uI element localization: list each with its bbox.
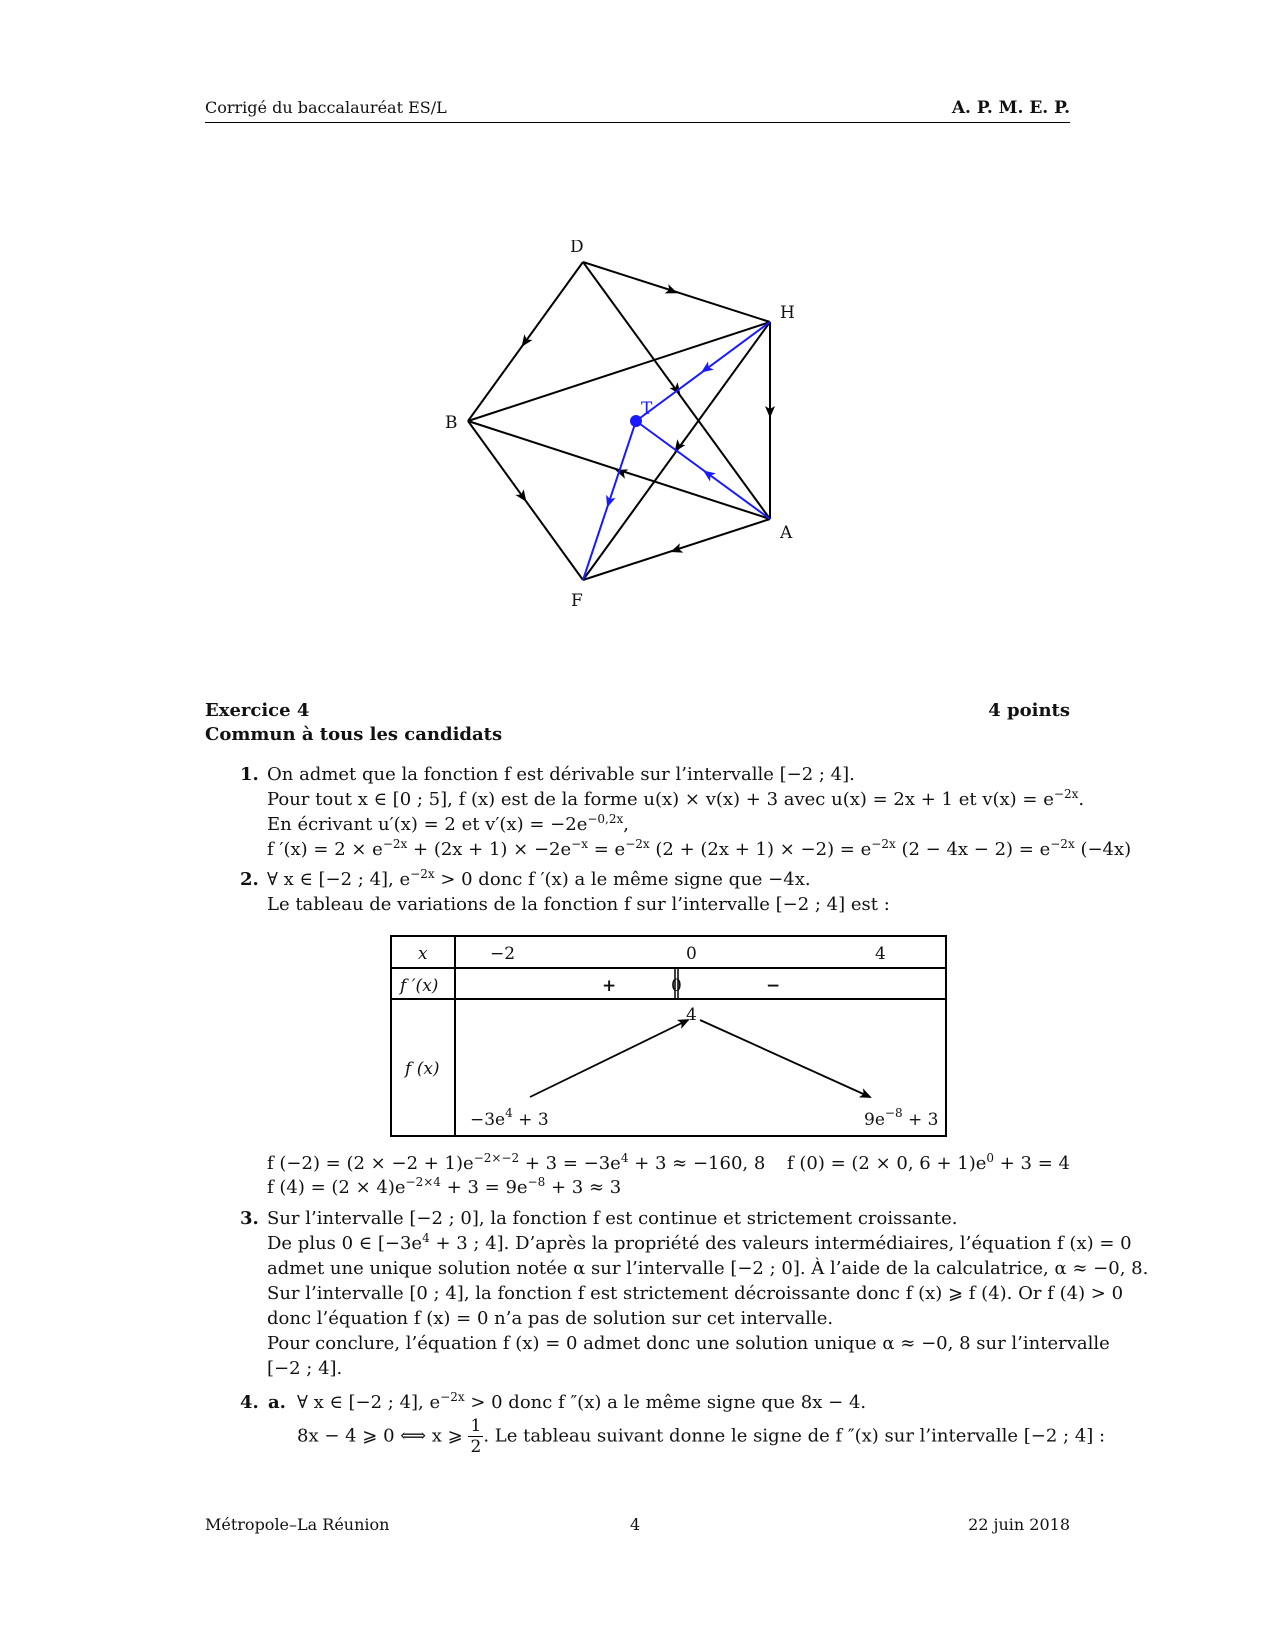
row-fprime-label: f ′(x)	[400, 976, 439, 996]
label-D: D	[570, 240, 584, 257]
label-F: F	[571, 591, 583, 611]
edge-H-B	[468, 322, 770, 421]
oriented-graph	[440, 240, 840, 620]
row-f-label: f (x)	[405, 1059, 440, 1079]
q2-calc-f-0: f (0) = (2 × 0, $6 + 1)e^0 + 3 = 4$	[786, 1151, 1070, 1174]
q4a-line1: ∀ x ∈ [−2 ; 4], $e^{-2x} > 0$ donc f ″(x) a le même signe que 8x − 4.	[297, 1390, 867, 1413]
q3-line5: donc l’équation f (x) = 0 n’a pas de solution sur cet intervalle.	[267, 1308, 834, 1329]
f-left-value: $-3e^4 + 3$	[470, 1106, 549, 1130]
variation-table	[390, 935, 950, 1140]
footer-page-number: 4	[630, 1515, 641, 1534]
arrow-increasing	[530, 1020, 688, 1097]
edge-D-B	[468, 262, 583, 421]
label-T: T	[641, 399, 653, 419]
q1-line4: f $'(x) = 2 \times e^{-2x} + (2x + 1) \times -2e^{-x} = e^{-2x}$ $(2 + (2x + 1) \times -2) = e^{-2x}$ $(2 - 4x - 2) = e^{-2x}$ (−4x)	[267, 837, 1132, 860]
q2-calc-f-minus2: f $(-2) = (2 \times -2 + 1)e^{-2\times-2} + 3 = -3e^4 + 3 \approx -160$, 8	[267, 1151, 766, 1174]
page-header	[205, 98, 1070, 123]
header-org: A. P. M. E. P.	[951, 98, 1070, 118]
x-value-mid: 0	[686, 944, 697, 964]
q3-number: 3.	[240, 1208, 259, 1229]
exercise-points: 4 points	[988, 700, 1070, 721]
x-value-left: −2	[490, 944, 516, 964]
q1-line3: En écrivant u′(x) = 2 et $v'(x) = -2e^{-0,2x}$,	[267, 812, 629, 835]
x-value-right: 4	[875, 944, 886, 964]
edge-D-H	[583, 262, 770, 322]
edge-A-F	[583, 519, 770, 580]
q1-line1: On admet que la fonction f est dérivable sur l’intervalle [−2 ; 4].	[267, 764, 855, 785]
q1-line2: Pour tout x ∈ [0 ; 5], f (x) est de la forme u(x) × v(x) + 3 avec u(x) = 2x + 1 et $v(x) = e^{-2x}$.	[267, 787, 1085, 810]
label-A: A	[780, 523, 793, 543]
q3-line7: [−2 ; 4].	[267, 1358, 343, 1379]
q3-line1: Sur l’intervalle [−2 ; 0], la fonction f est continue et strictement croissante.	[267, 1208, 958, 1229]
edge-B-F	[468, 421, 583, 580]
path-H-T	[636, 322, 770, 421]
q2-line2: Le tableau de variations de la fonction f sur l’intervalle [−2 ; 4] est :	[267, 894, 890, 915]
footer-location: Métropole–La Réunion	[205, 1515, 390, 1534]
sign-minus: −	[766, 976, 781, 996]
sign-plus: +	[602, 976, 617, 996]
q3-line6: Pour conclure, l’équation f (x) = 0 admet donc une solution unique α ≈ −0, 8 sur l’intervalle	[267, 1333, 1110, 1354]
q4a-line2: 8x − 4 ⩾ 0 ⟺ x ⩾ $\frac{1}{2}$ . Le tableau suivant donne le signe de f ″(x) sur l’intervalle [−2 ; 4] :	[297, 1416, 1106, 1457]
row-x-label: x	[418, 944, 428, 964]
q2-line1: ∀ x ∈ [−2 ; 4], $e^{-2x} > 0$ donc f ′(x) a le même signe que −4x.	[267, 867, 811, 890]
path-A-T	[636, 421, 770, 519]
footer-date: 22 juin 2018	[968, 1515, 1070, 1534]
f-max-value: 4	[686, 1005, 697, 1025]
sign-zero: 0	[671, 976, 682, 996]
exercise-subtitle: Commun à tous les candidats	[205, 724, 503, 745]
q3-line3: admet une unique solution notée α sur l’intervalle [−2 ; 0]. À l’aide de la calculatrice, α ≈ −0, 8.	[267, 1258, 1149, 1279]
q2-calc-f-4: f $(4) = (2 \times 4)e^{-2\times 4} + 3 = 9e^{-8} + 3 \approx 3$	[267, 1175, 622, 1198]
f-right-value: $9e^{-8} + 3$	[864, 1106, 939, 1130]
q1-number: 1.	[240, 764, 259, 785]
q3-line4: Sur l’intervalle [0 ; 4], la fonction f est strictement décroissante donc f (x) ⩾ f (4). Or f (4) > 0	[267, 1283, 1124, 1304]
q4a-label: a.	[268, 1392, 286, 1413]
q4-number: 4.	[240, 1392, 259, 1413]
label-H: H	[780, 303, 795, 323]
exercise-title	[205, 700, 1070, 721]
arrow-decreasing	[700, 1020, 870, 1097]
q3-line2: De plus 0 ∈ [$-3e^4 + 3$ ; 4]. D’après la propriété des valeurs intermédiaires, l’équation f (x) = 0	[267, 1231, 1132, 1254]
label-B: B	[445, 413, 458, 433]
fraction-one-half: $\frac{1}{2}$	[470, 1416, 482, 1457]
header-title: Corrigé du baccalauréat ES/L	[205, 98, 447, 117]
exercise-label: Exercice 4	[205, 700, 310, 721]
q2-number: 2.	[240, 869, 259, 890]
